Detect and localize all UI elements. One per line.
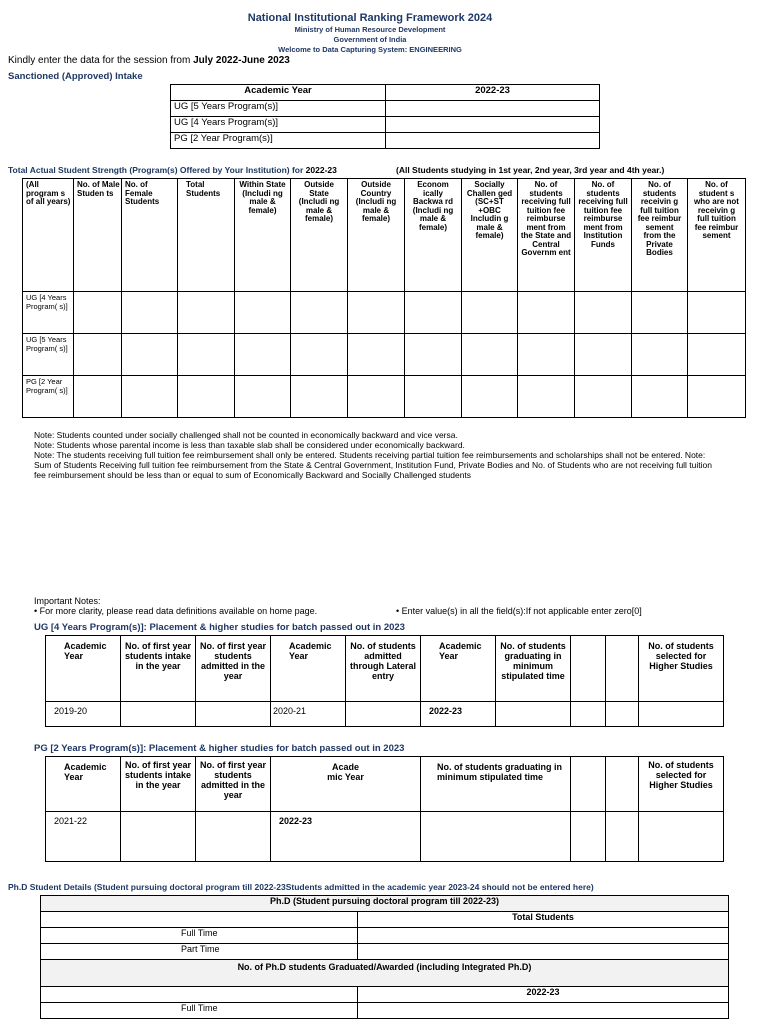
pg2-col-header: No. of first year students admitted in the year [196, 757, 271, 812]
ug4-input[interactable] [639, 702, 724, 727]
strength-input[interactable] [632, 376, 688, 418]
pg2-input[interactable] [571, 812, 606, 862]
strength-input[interactable] [122, 376, 178, 418]
session-line: Kindly enter the data for the session from July 2022-June 2023 [8, 55, 290, 66]
pg2-year-cell: 2021-22 [46, 812, 121, 862]
strength-col-header: No. of students receiving full tuition fee reimburse ment from the State and Central Governm ent [518, 179, 575, 292]
strength-col-header: No. of student s who are not receivin g full tuition fee reimbur sement [688, 179, 746, 292]
strength-col-header: Outside State (Includi ng male & female) [291, 179, 348, 292]
pg2-input[interactable] [606, 812, 639, 862]
government-line: Government of India [333, 35, 407, 44]
pg2-col-header: No. of students graduating in minimum stipulated time [421, 757, 571, 812]
strength-heading: Total Actual Student Strength (Program(s) Offered by Your Institution) for 2022-23 [8, 165, 337, 175]
pg2-input[interactable] [639, 812, 724, 862]
strength-table [22, 178, 746, 418]
intake-row-label: PG [2 Year Program(s)] [171, 133, 386, 149]
ug4-col-header: Academic Year [421, 636, 496, 702]
strength-input[interactable] [122, 334, 178, 376]
phd-part-time-label: Part Time [41, 944, 358, 960]
ug4-table [45, 635, 724, 727]
strength-input[interactable] [518, 376, 575, 418]
strength-col-header: Econom ically Backwa rd (Includi ng male & female) [405, 179, 462, 292]
note-line: Note: Students counted under socially challenged shall not be counted in economically backward and vice versa. [34, 430, 458, 440]
strength-input[interactable] [575, 334, 632, 376]
strength-input[interactable] [462, 376, 518, 418]
strength-input[interactable] [74, 334, 122, 376]
intake-col-header: Academic Year [171, 85, 386, 101]
pg2-input[interactable] [421, 812, 571, 862]
phd-full-time-label: Full Time [41, 928, 358, 944]
strength-input[interactable] [348, 334, 405, 376]
ug4-col-header: No. of students graduating in minimum stipulated time [496, 636, 571, 702]
ug4-input[interactable] [346, 702, 421, 727]
strength-input[interactable] [291, 334, 348, 376]
strength-input[interactable] [575, 376, 632, 418]
strength-input[interactable] [518, 292, 575, 334]
strength-input[interactable] [405, 292, 462, 334]
strength-col-header: No. of students receivin g full tuition fee reimbur sement from the Private Bodies [632, 179, 688, 292]
strength-input[interactable] [462, 292, 518, 334]
session-value: July 2022-June 2023 [193, 55, 290, 66]
strength-input[interactable] [74, 292, 122, 334]
strength-input[interactable] [235, 376, 291, 418]
intake-row-label: UG [4 Years Program(s)] [171, 117, 386, 133]
pg2-col-header: No. of students selected for Higher Studies [639, 757, 724, 812]
ug4-col-header: No. of students admitted through Lateral entry [346, 636, 421, 702]
strength-input[interactable] [74, 376, 122, 418]
strength-heading-note: (All Students studying in 1st year, 2nd year, 3rd year and 4th year.) [396, 165, 665, 175]
phd-graduated-year: 2022-23 [358, 987, 729, 1003]
ministry-line: Ministry of Human Resource Development [294, 25, 446, 34]
strength-row-label: UG [4 Years Program( s)] [23, 292, 74, 334]
strength-input[interactable] [632, 292, 688, 334]
strength-col-header: Total Students [178, 179, 235, 292]
pg2-col-header: No. of first year students intake in the year [121, 757, 196, 812]
important-title: Important Notes: [34, 596, 101, 606]
intake-table [170, 84, 600, 149]
ug4-year-cell: 2020-21 [271, 702, 346, 727]
intake-row-label: UG [5 Years Program(s)] [171, 101, 386, 117]
strength-input[interactable] [518, 334, 575, 376]
strength-col-header: Within State (Includi ng male & female) [235, 179, 291, 292]
note-line: Note: Students whose parental income is less than taxable slab shall be considered under economically backward. [34, 440, 465, 450]
intake-input[interactable] [386, 101, 600, 117]
strength-input[interactable] [178, 376, 235, 418]
strength-input[interactable] [291, 376, 348, 418]
strength-row-label: UG [5 Years Program( s)] [23, 334, 74, 376]
strength-col-header: (All program s of all years) [23, 179, 74, 292]
intake-input[interactable] [386, 133, 600, 149]
ug4-col-header [606, 636, 639, 702]
pg2-heading: PG [2 Years Program(s)]: Placement & higher studies for batch passed out in 2023 [34, 743, 405, 754]
phd-part-time-input[interactable] [358, 944, 729, 960]
welcome-line: Welcome to Data Capturing System: ENGINEERING [278, 45, 462, 54]
phd-full-time-input[interactable] [358, 928, 729, 944]
ug4-col-header: No. of first year students intake in the year [121, 636, 196, 702]
strength-input[interactable] [462, 334, 518, 376]
pg2-col-header: Academic Year [46, 757, 121, 812]
phd-graduated-title: No. of Ph.D students Graduated/Awarded (including Integrated Ph.D) [41, 960, 729, 987]
strength-input[interactable] [291, 292, 348, 334]
strength-input[interactable] [122, 292, 178, 334]
phd-graduated-full-time-input[interactable] [358, 1003, 729, 1019]
strength-input[interactable] [348, 292, 405, 334]
pg2-table [45, 756, 724, 862]
phd-heading: Ph.D Student Details (Student pursuing doctoral program till 2022-23Students admitted in the academic year 2023-24 should not be entered here) [8, 882, 594, 892]
strength-input[interactable] [405, 334, 462, 376]
strength-input[interactable] [632, 334, 688, 376]
phd-table [40, 895, 729, 1019]
strength-input[interactable] [178, 334, 235, 376]
pg2-col-header [571, 757, 606, 812]
strength-input[interactable] [405, 376, 462, 418]
ug4-col-header: Academic Year [271, 636, 346, 702]
ug4-col-header: No. of first year students admitted in the year [196, 636, 271, 702]
pg2-year-cell: 2022-23 [271, 812, 421, 862]
ug4-col-header [571, 636, 606, 702]
phd-graduated-full-time-label: Full Time [41, 1003, 358, 1019]
pg2-input[interactable] [196, 812, 271, 862]
ug4-col-header: No. of students selected for Higher Studies [639, 636, 724, 702]
intake-year-header: 2022-23 [386, 85, 600, 101]
intake-heading: Sanctioned (Approved) Intake [8, 71, 143, 82]
strength-col-header: No. of Male Studen ts [74, 179, 122, 292]
strength-input[interactable] [235, 292, 291, 334]
pg2-col-header [606, 757, 639, 812]
strength-row-label: PG [2 Year Program( s)] [23, 376, 74, 418]
strength-input[interactable] [688, 292, 746, 334]
strength-input[interactable] [688, 376, 746, 418]
note-line: Note: The students receiving full tuition fee reimbursement shall only be entered. Students receiving partial tuition fee reimbursements and scholarships shall not be entered. Note: Sum of Students Receiving full tuition fee reimbursement from the State & Central Government, Institution Fund, Private Bodies and No. of Students who are not receiving full tuition fee reimbursement should be less than or equal to sum of Economically Backward and Socially Challenged students [34, 450, 712, 480]
ug4-input[interactable] [121, 702, 196, 727]
ug4-input[interactable] [496, 702, 571, 727]
ug4-year-cell: 2019-20 [46, 702, 121, 727]
ug4-input[interactable] [606, 702, 639, 727]
ug4-year-cell: 2022-23 [421, 702, 496, 727]
ug4-input[interactable] [571, 702, 606, 727]
pg2-col-header: Acade mic Year [271, 757, 421, 812]
important-note-right: • Enter value(s) in all the field(s):If not applicable enter zero[0] [396, 606, 642, 616]
strength-col-header: No. of Female Students [122, 179, 178, 292]
phd-table-title: Ph.D (Student pursuing doctoral program till 2022-23) [41, 896, 729, 912]
ug4-input[interactable] [196, 702, 271, 727]
ug4-col-header: Academic Year [46, 636, 121, 702]
strength-col-header: Socially Challen ged (SC+ST +OBC Includin g male & female) [462, 179, 518, 292]
strength-input[interactable] [575, 292, 632, 334]
strength-input[interactable] [178, 292, 235, 334]
strength-input[interactable] [235, 334, 291, 376]
page-title: National Institutional Ranking Framework 2024 [247, 12, 493, 24]
pg2-input[interactable] [121, 812, 196, 862]
strength-col-header: Outside Country (Includi ng male & female) [348, 179, 405, 292]
notes-block [34, 430, 724, 480]
phd-total-students-header: Total Students [358, 912, 729, 928]
strength-input[interactable] [348, 376, 405, 418]
strength-input[interactable] [688, 334, 746, 376]
important-note-left: • For more clarity, please read data definitions available on home page. [34, 606, 318, 616]
strength-col-header: No. of students receiving full tuition fee reimburse ment from Institution Funds [575, 179, 632, 292]
intake-input[interactable] [386, 117, 600, 133]
ug4-heading: UG [4 Years Program(s)]: Placement & higher studies for batch passed out in 2023 [34, 622, 405, 633]
